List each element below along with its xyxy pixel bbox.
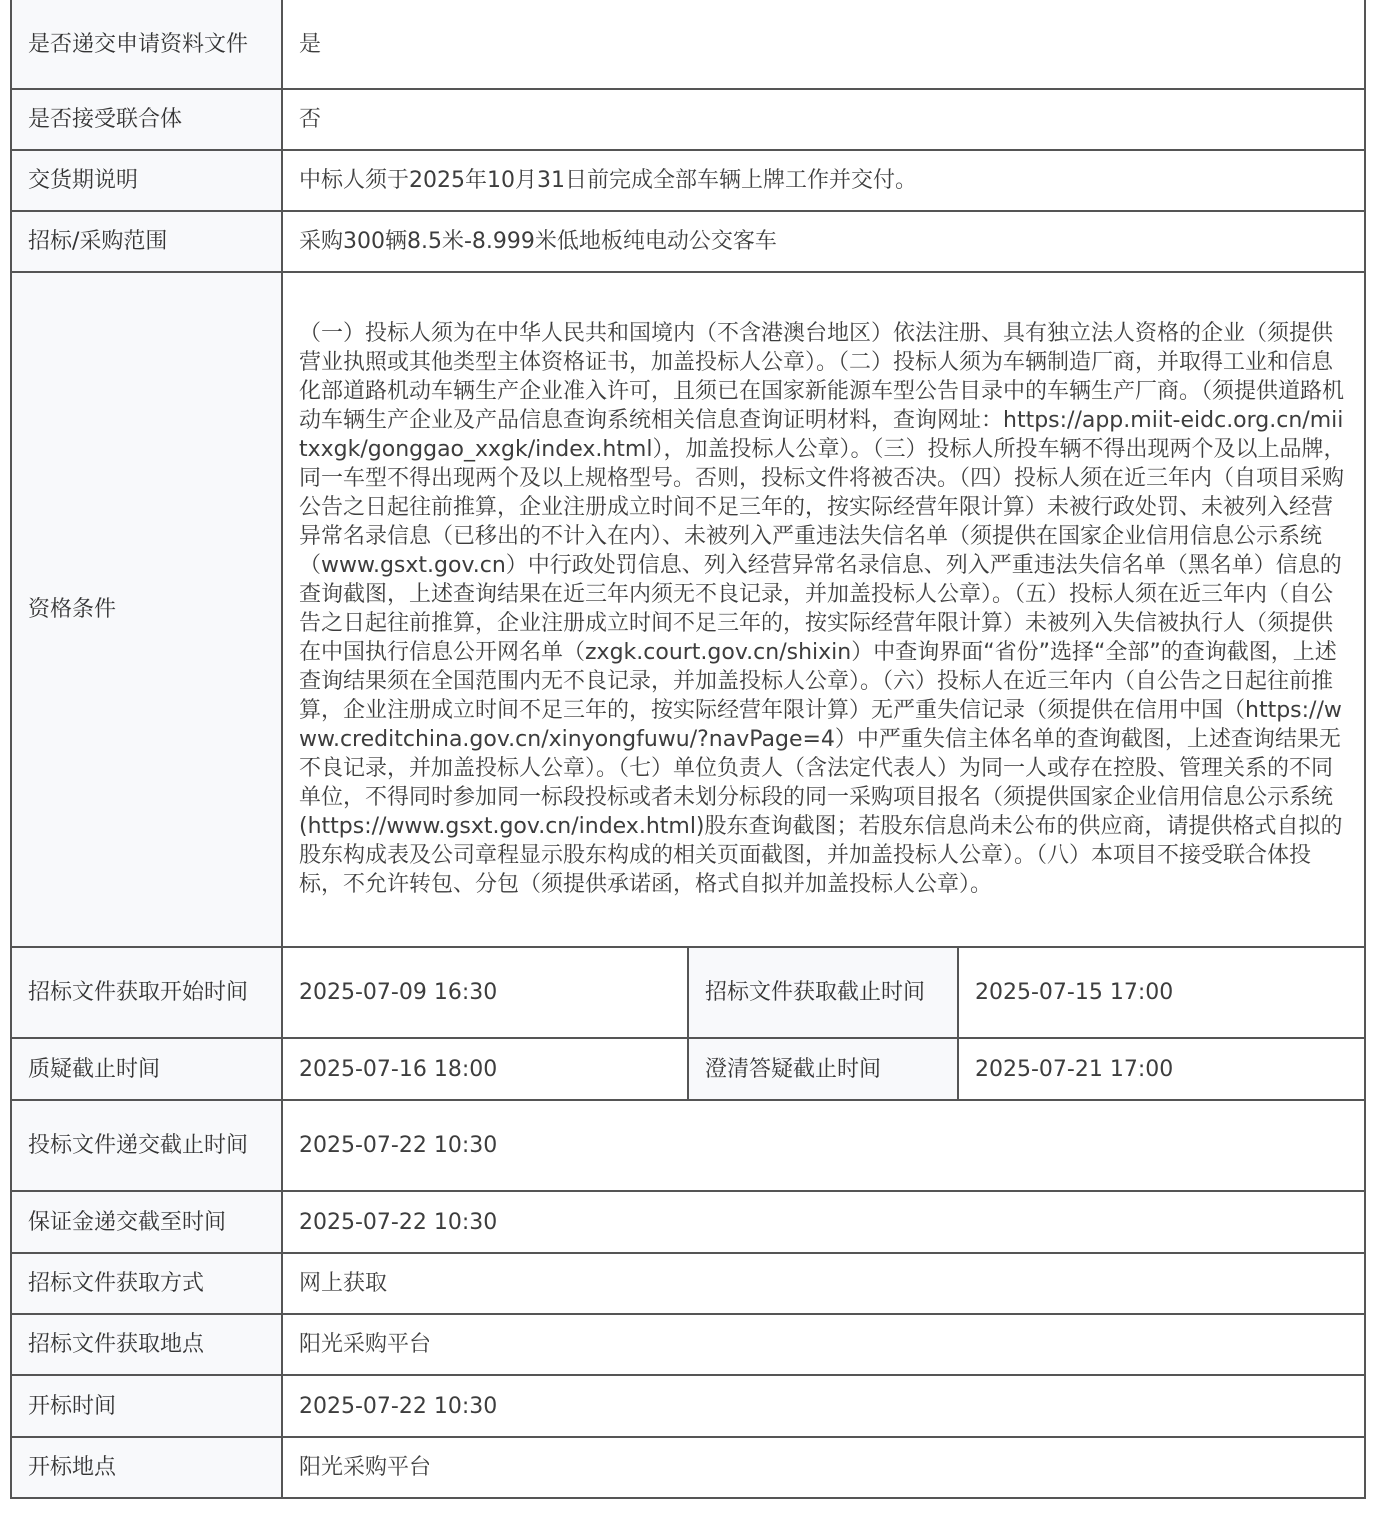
table-row — [11, 1191, 1365, 1253]
row-label: 保证金递交截至时间 — [11, 1191, 282, 1253]
table-row — [11, 1100, 1365, 1191]
row-value: 阳光采购平台 — [282, 1437, 1365, 1498]
row-label: 资格条件 — [11, 272, 282, 947]
row-label: 招标文件获取方式 — [11, 1253, 282, 1314]
table-row — [11, 272, 1365, 947]
table-row — [11, 150, 1365, 211]
row-value: 中标人须于2025年10月31日前完成全部车辆上牌工作并交付。 — [282, 150, 1365, 211]
row-label-secondary: 招标文件获取截止时间 — [688, 947, 958, 1038]
row-value: 2025-07-09 16:30 — [282, 947, 688, 1038]
table-row — [11, 89, 1365, 150]
table-row — [11, 0, 1365, 89]
row-value: 采购300辆8.5米-8.999米低地板纯电动公交客车 — [282, 211, 1365, 272]
table-row — [11, 1375, 1365, 1437]
table-row — [11, 1253, 1365, 1314]
table-row — [11, 947, 1365, 1038]
row-label: 质疑截止时间 — [11, 1038, 282, 1100]
table-row — [11, 1314, 1365, 1375]
table-row — [11, 1437, 1365, 1498]
row-value: 2025-07-22 10:30 — [282, 1375, 1365, 1437]
row-label-secondary: 澄清答疑截止时间 — [688, 1038, 958, 1100]
row-value: 是 — [282, 0, 1365, 89]
row-label: 是否递交申请资料文件 — [11, 0, 282, 89]
row-value: 2025-07-16 18:00 — [282, 1038, 688, 1100]
row-label: 招标/采购范围 — [11, 211, 282, 272]
row-label: 开标地点 — [11, 1437, 282, 1498]
table-row — [11, 211, 1365, 272]
row-value: 否 — [282, 89, 1365, 150]
row-value: 网上获取 — [282, 1253, 1365, 1314]
row-label: 交货期说明 — [11, 150, 282, 211]
row-value-secondary: 2025-07-15 17:00 — [958, 947, 1365, 1038]
table-row — [11, 1038, 1365, 1100]
row-value-secondary: 2025-07-21 17:00 — [958, 1038, 1365, 1100]
row-label: 招标文件获取地点 — [11, 1314, 282, 1375]
row-value: 2025-07-22 10:30 — [282, 1100, 1365, 1191]
row-value: 阳光采购平台 — [282, 1314, 1365, 1375]
qualification-text: （一）投标人须为在中华人民共和国境内（不含港澳台地区）依法注册、具有独立法人资格的企业（须提供营业执照或其他类型主体资格证书，加盖投标人公章）。（二）投标人须为车辆制造厂商，并取得工业和信息化部道路机动车辆生产企业准入许可，且须已在国家新能源车型公告目录中的车辆生产厂商。（须提供道路机动车辆生产企业及产品信息查询系统相关信息查询证明材料，查询网址：https://app.miit-eidc.org.cn/miitxxgk/gonggao_xxgk/index.html），加盖投标人公章）。（三）投标人所投车辆不得出现两个及以上品牌，同一车型不得出现两个及以上规格型号。否则，投标文件将被否决。（四）投标人须在近三年内（自项目采购公告之日起往前推算，企业注册成立时间不足三年的，按实际经营年限计算）未被行政处罚、未被列入经营异常名录信息（已移出的不计入在内）、未被列入严重违法失信名单（须提供在国家企业信用信息公示系统（www.gsxt.gov.cn）中行政处罚信息、列入经营异常名录信息、列入严重违法失信名单（黑名单）信息的查询截图，上述查询结果在近三年内须无不良记录，并加盖投标人公章）。（五）投标人须在近三年内（自公告之日起往前推算，企业注册成立时间不足三年的，按实际经营年限计算）未被列入失信被执行人（须提供在中国执行信息公开网名单（zxgk.court.gov.cn/shixin）中查询界面“省份”选择“全部”的查询截图，上述查询结果须在全国范围内无不良记录，并加盖投标人公章）。（六）投标人在近三年内（自公告之日起往前推算，企业注册成立时间不足三年的，按实际经营年限计算）无严重失信记录（须提供在信用中国（https://www.creditchina.gov.cn/xinyongfuwu/?navPage=4）中严重失信主体名单的查询截图，上述查询结果无不良记录，并加盖投标人公章）。（七）单位负责人（含法定代表人）为同一人或存在控股、管理关系的不同单位，不得同时参加同一标段投标或者未划分标段的同一采购项目报名（须提供国家企业信用信息公示系统(https://www.gsxt.gov.cn/index.html)股东查询截图；若股东信息尚未公布的供应商，请提供格式自拟的股东构成表及公司章程显示股东构成的相关页面截图，并加盖投标人公章）。（八）本项目不接受联合体投标，不允许转包、分包（须提供承诺函，格式自拟并加盖投标人公章）。 — [282, 272, 1365, 947]
row-label: 开标时间 — [11, 1375, 282, 1437]
row-label: 是否接受联合体 — [11, 89, 282, 150]
row-label: 招标文件获取开始时间 — [11, 947, 282, 1038]
row-value: 2025-07-22 10:30 — [282, 1191, 1365, 1253]
row-label: 投标文件递交截止时间 — [11, 1100, 282, 1191]
tender-info-table — [10, 0, 1366, 1499]
